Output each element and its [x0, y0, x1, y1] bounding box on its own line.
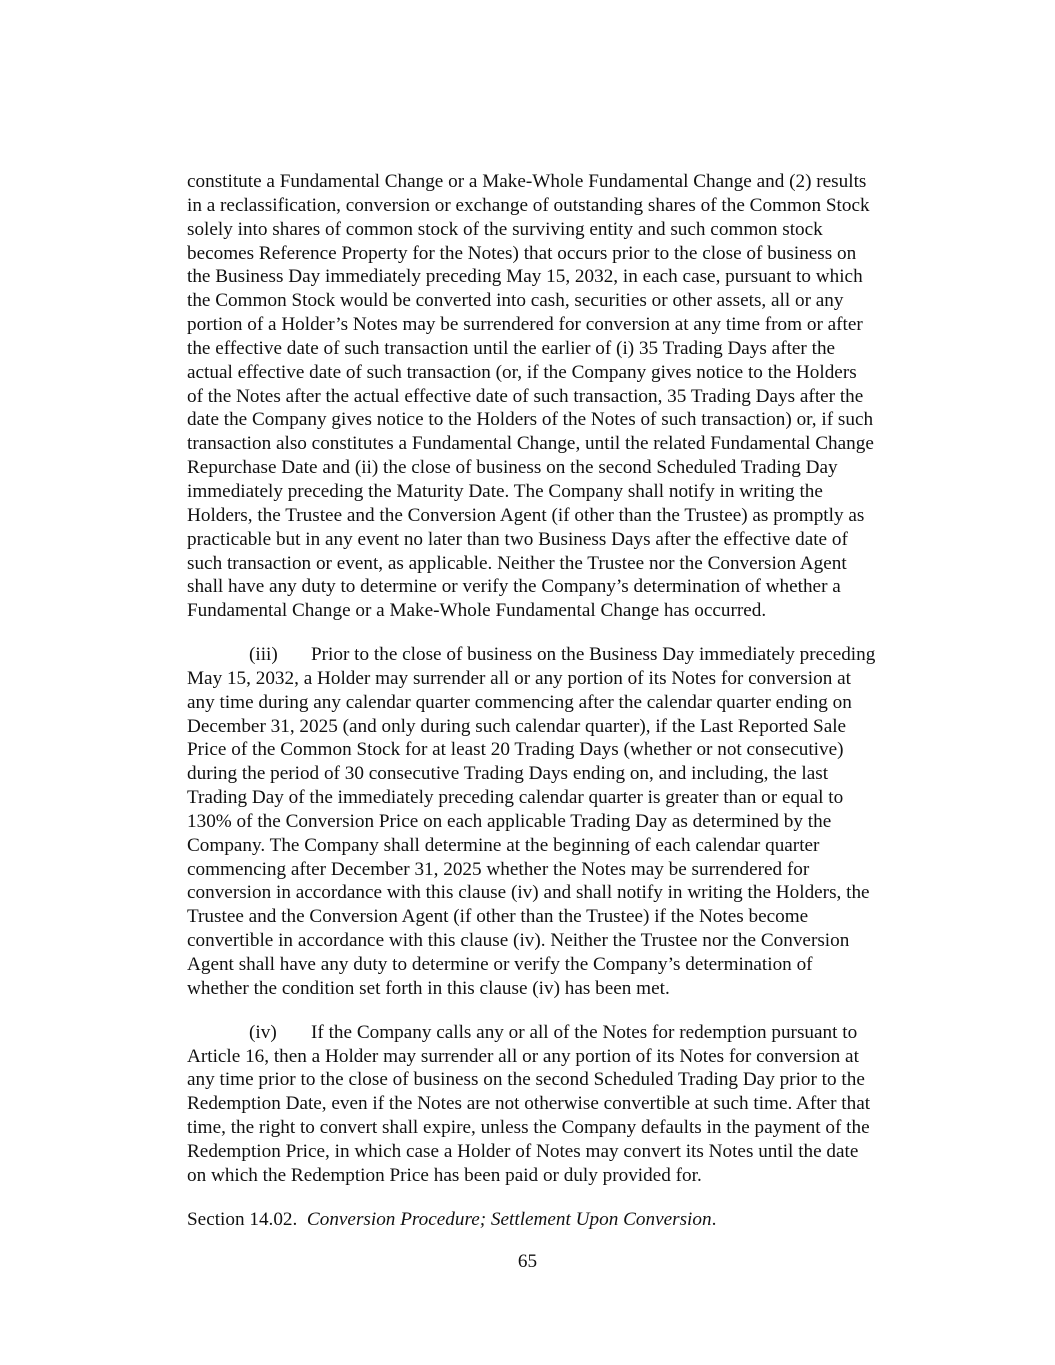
- clause-iv-lead-text: If the Company calls any or all of the Notes for redemption pursuant to: [311, 1021, 858, 1043]
- text-line: portion of a Holder’s Notes may be surrendered for conversion at any time from or after: [187, 314, 863, 336]
- text-line: during the period of 30 consecutive Trading Days ending on, and including, the last: [187, 763, 829, 785]
- clause-iii-lead-text: Prior to the close of business on the Business Day immediately preceding: [311, 644, 876, 666]
- text-line: Price of the Common Stock for at least 20 Trading Days (whether or not consecutive): [187, 739, 844, 761]
- text-line: Redemption Date, even if the Notes are not otherwise convertible at such time. After that: [187, 1093, 871, 1115]
- text-line: the Business Day immediately preceding May 15, 2032, in each case, pursuant to which: [187, 266, 863, 288]
- clause-iii-number: (iii): [249, 644, 278, 666]
- text-line: the Common Stock would be converted into cash, securities or other assets, all or any: [187, 290, 844, 312]
- text-line: practicable but in any event no later than two Business Days after the effective date of: [187, 528, 848, 550]
- clause-iii-paragraph: [187, 643, 932, 1001]
- clause-iv-first-line: [187, 1021, 932, 1045]
- text-line: shall have any duty to determine or verify the Company’s determination of whether a: [187, 576, 841, 598]
- text-line: Company. The Company shall determine at the beginning of each calendar quarter: [187, 834, 820, 856]
- text-line: Redemption Price, in which case a Holder of Notes may convert its Notes until the date: [187, 1140, 859, 1162]
- text-line: date the Company gives notice to the Holders of the Notes of such transaction) or, if such: [187, 409, 874, 431]
- text-line: immediately preceding the Maturity Date. The Company shall notify in writing the: [187, 480, 823, 502]
- text-line: convertible in accordance with this clause (iv). Neither the Trustee nor the Conversion: [187, 930, 850, 952]
- text-line: conversion in accordance with this clause (iv) and shall notify in writing the Holders, the: [187, 882, 870, 904]
- text-line: time, the right to convert shall expire, unless the Company defaults in the payment of the: [187, 1117, 870, 1139]
- text-line: any time prior to the close of business on the second Scheduled Trading Day prior to the: [187, 1069, 865, 1091]
- clause-iv-paragraph: [187, 1021, 932, 1188]
- text-line: Trustee and the Conversion Agent (if other than the Trustee) if the Notes become: [187, 906, 809, 928]
- text-line: becomes Reference Property for the Notes) that occurs prior to the close of business on: [187, 242, 857, 264]
- text-line: December 31, 2025 (and only during such calendar quarter), if the Last Reported Sale: [187, 715, 847, 737]
- text-line: May 15, 2032, a Holder may surrender all or any portion of its Notes for conversion at: [187, 667, 851, 689]
- section-heading: [187, 1208, 932, 1232]
- section-title: Conversion Procedure; Settlement Upon Conversion: [306, 1208, 712, 1230]
- clause-iv-number: (iv): [249, 1021, 277, 1043]
- text-line: Agent shall have any duty to determine or verify the Company’s determination of: [187, 954, 813, 975]
- text-line: solely into shares of common stock of the surviving entity and such common stock: [187, 218, 823, 240]
- text-line: 130% of the Conversion Price on each applicable Trading Day as determined by the: [187, 810, 832, 832]
- text-line: any time during any calendar quarter commencing after the calendar quarter ending on: [187, 691, 852, 713]
- text-line: actual effective date of such transaction (or, if the Company gives notice to the Holders: [187, 361, 857, 383]
- clause-iii-body: [187, 667, 932, 1001]
- page-number: 65: [517, 1251, 538, 1272]
- text-line: Trading Day of the immediately preceding calendar quarter is greater than or equal to: [187, 787, 844, 809]
- text-line: Holders, the Trustee and the Conversion Agent (if other than the Trustee) as promptly as: [187, 504, 865, 526]
- text-line: the effective date of such transaction until the earlier of (i) 35 Trading Days after the: [187, 337, 836, 359]
- continuation-paragraph: [187, 170, 932, 623]
- text-line: transaction also constitutes a Fundamental Change, until the related Fundamental Change: [187, 433, 874, 455]
- section-label: Section 14.02.: [187, 1208, 298, 1230]
- section-title-period: .: [711, 1208, 717, 1230]
- text-line: on which the Redemption Price has been paid or duly provided for.: [187, 1164, 702, 1186]
- text-line: of the Notes after the actual effective date of such transaction, 35 Trading Days after the: [187, 385, 864, 407]
- document-body: [187, 170, 932, 1231]
- clause-iv-body: [187, 1045, 932, 1188]
- text-line: in a reclassification, conversion or exchange of outstanding shares of the Common Stock: [187, 194, 870, 216]
- text-line: Fundamental Change or a Make-Whole Fundamental Change has occurred.: [187, 600, 767, 622]
- text-line: such transaction or event, as applicable. Neither the Trustee nor the Conversion Agent: [187, 552, 847, 574]
- text-line: Repurchase Date and (ii) the close of business on the second Scheduled Trading Day: [187, 457, 838, 479]
- text-line: whether the condition set forth in this clause (iv) has been met.: [187, 977, 670, 999]
- clause-iii-first-line: [187, 643, 932, 667]
- text-line: constitute a Fundamental Change or a Make-Whole Fundamental Change and (2) results: [187, 171, 867, 192]
- text-line: commencing after December 31, 2025 whether the Notes may be surrendered for: [187, 858, 810, 880]
- text-line: Article 16, then a Holder may surrender all or any portion of its Notes for conversion at: [187, 1045, 859, 1067]
